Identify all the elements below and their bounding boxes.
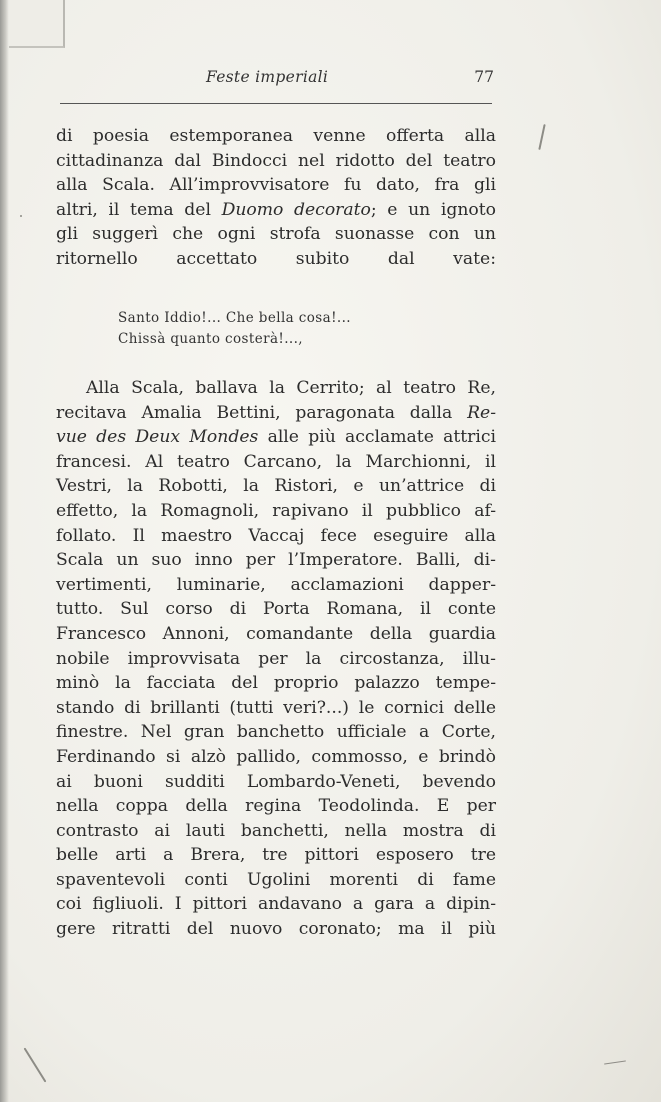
page-binding-edge [0,0,9,1102]
text-line [56,573,496,598]
text-run: Scala un suo inno per l’Imperatore. Balli, di- [56,550,496,571]
verse-line: Chissà quanto costerà!..., [118,331,303,347]
text-line [56,401,496,426]
paragraph-1 [56,124,496,272]
text-run: ai buoni sudditi Lombardo-Veneti, bevendo [56,771,496,792]
text-run: contrasto ai lauti banchetti, nella mostra di [56,820,496,841]
verse-quote [118,308,351,350]
header-rule [60,103,492,104]
text-run: ritornello accettato subito dal vate: [56,248,496,269]
text-run: finestre. Nel gran banchetto ufficiale a Corte, [56,722,496,743]
text-line [56,474,496,499]
running-title: Feste imperiali [206,68,329,86]
text-line [56,696,496,721]
text-line [56,124,496,149]
text-run: Ferdinando si alzò pallido, commosso, e brindò [56,746,496,767]
scan-speck [538,124,545,150]
text-line [56,819,496,844]
text-line [56,173,496,198]
text-run: effetto, la Romagnoli, rapivano il pubblico af- [56,500,496,521]
scan-speck [24,1048,47,1083]
text-run: follato. Il maestro Vaccaj fece eseguire alla [56,525,496,546]
text-line [56,770,496,795]
text-run: francesi. Al teatro Carcano, la Marchionni, il [56,451,496,472]
italic-title: vue des Deux Mondes [56,427,259,448]
text-run: recitava Amalia Bettini, paragonata dalla [56,402,468,423]
text-line [56,720,496,745]
text-line [56,622,496,647]
text-line [56,794,496,819]
text-line [56,745,496,770]
text-line [56,149,496,174]
text-run: vertimenti, luminarie, acclamazioni dapper- [56,574,496,595]
text-line [56,647,496,672]
verse-line: Santo Iddio!... Che bella cosa!... [118,310,351,326]
text-line [56,376,496,401]
text-line [56,548,496,573]
text-run: spaventevoli conti Ugolini morenti di fame [56,869,496,890]
text-line [56,671,496,696]
text-line [56,868,496,893]
text-run: altri, il tema del [56,199,222,220]
text-line [56,597,496,622]
text-line [56,843,496,868]
text-run: ; e un ignoto [370,199,496,220]
text-run: Vestri, la Robotti, la Ristori, e un’attrice di [56,476,496,497]
text-line [56,247,496,272]
italic-title: Duomo decorato [221,199,371,220]
text-run: belle arti a Brera, tre pittori esposero tre [56,845,496,866]
text-run: cittadinanza dal Bindocci nel ridotto del teatro [56,150,496,171]
scan-speck [604,1060,626,1064]
text-line [56,450,496,475]
text-run: gli suggerì che ogni strofa suonasse con un [56,224,496,245]
text-run: Alla Scala, ballava la Cerrito; al teatro Re, [86,378,496,398]
page-header [58,60,494,100]
text-run: alle più acclamate attrici [258,427,496,448]
scan-speck [20,215,22,217]
text-line [56,499,496,524]
text-run: stando di brillanti (tutti veri?...) le cornici delle [56,697,496,718]
text-run: tutto. Sul corso di Porta Romana, il conte [56,599,496,620]
page-corner-fold [9,0,65,48]
italic-title: Re- [467,402,496,423]
text-run: nella coppa della regina Teodolinda. E per [56,796,496,817]
text-line [56,917,496,942]
text-run: di poesia estemporanea venne offerta alla [56,126,496,146]
text-run: coi figliuoli. I pittori andavano a gara a dipin- [56,894,496,915]
text-run: Francesco Annoni, comandante della guardia [56,623,496,644]
text-line [56,425,496,450]
text-run: nobile improvvisata per la circostanza, illu- [56,648,496,669]
text-line [56,524,496,549]
text-run: minò la facciata del proprio palazzo tempe- [56,673,496,694]
page-number: 77 [474,68,494,86]
text-line [56,892,496,917]
text-run: gere ritratti del nuovo coronato; ma il più [56,919,496,940]
paragraph-2 [56,376,496,942]
text-run: alla Scala. All’improvvisatore fu dato, fra gli [56,175,496,196]
text-line [56,198,496,223]
text-line [56,222,496,247]
